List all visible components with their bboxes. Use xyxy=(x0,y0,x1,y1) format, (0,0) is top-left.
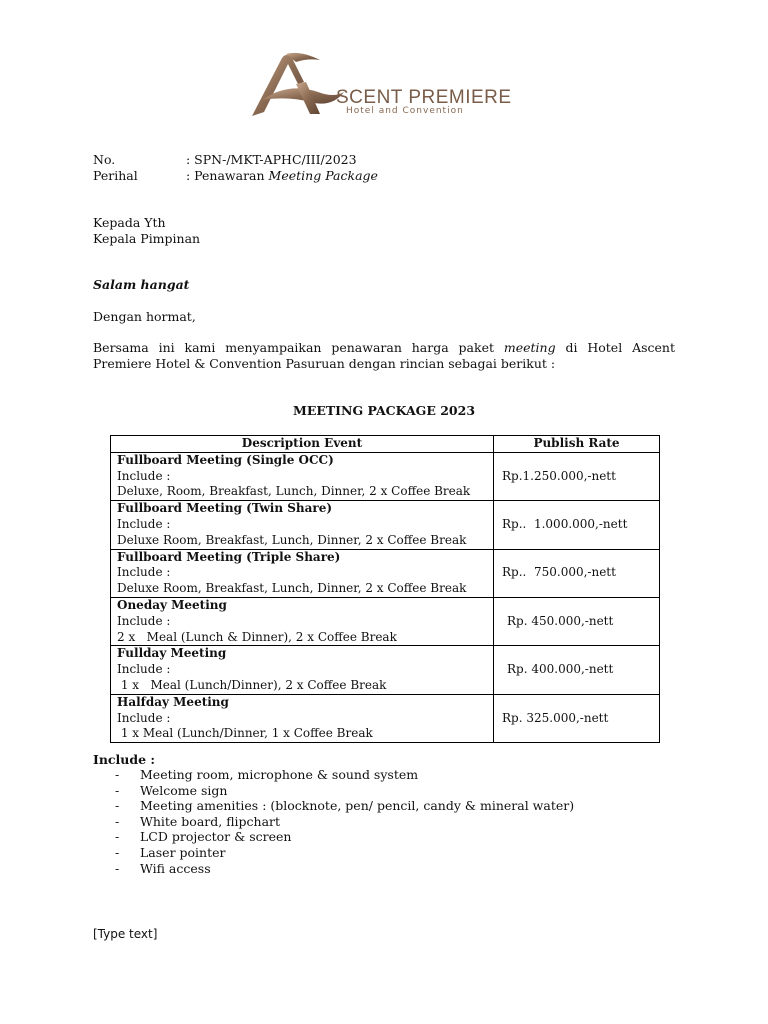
body-text-italic: meeting xyxy=(503,340,556,355)
include-detail: 1 x Meal (Lunch/Dinner, 1 x Coffee Break xyxy=(117,726,373,741)
description-cell xyxy=(111,694,494,742)
table-header-row xyxy=(111,436,660,453)
salutation: Dengan hormat, xyxy=(93,309,196,324)
includes-title: Include : xyxy=(93,752,156,767)
package-name-text: Halfday Meeting xyxy=(117,694,229,709)
rate-cell: Rp. 450.000,-nett xyxy=(494,597,660,645)
description-cell xyxy=(111,501,494,549)
include-label: Include : xyxy=(117,662,171,677)
list-item-text: Welcome sign xyxy=(140,782,228,798)
include-detail: Deluxe Room, Breakfast, Lunch, Dinner, 2 x Coffee Break xyxy=(117,532,467,547)
package-table xyxy=(110,435,660,743)
table-row xyxy=(111,646,660,694)
body-paragraph xyxy=(93,340,675,372)
package-name xyxy=(117,453,487,469)
description-cell xyxy=(111,452,494,500)
package-name xyxy=(117,501,487,517)
include-detail: Deluxe Room, Breakfast, Lunch, Dinner, 2 x Coffee Break xyxy=(117,581,467,596)
subject-prefix: : Penawaran xyxy=(186,168,269,183)
body-text-after: di Hotel Ascent Premiere Hotel & Convention Pasuruan dengan rincian sebagai berikut : xyxy=(93,340,675,371)
include-label: Include : xyxy=(117,710,171,725)
package-title: MEETING PACKAGE 2023 xyxy=(292,403,476,418)
list-item-text: Meeting amenities : (blocknote, pen/ pencil, candy & mineral water) xyxy=(140,798,575,814)
table-row xyxy=(111,501,660,549)
letter-number-value: : SPN-/MKT-APHC/III/2023 xyxy=(186,152,357,167)
package-name-text: Fullday Meeting xyxy=(117,646,227,661)
table-row xyxy=(111,597,660,645)
include-label: Include : xyxy=(117,468,171,483)
list-item-text: Laser pointer xyxy=(140,844,226,860)
list-item xyxy=(93,861,574,877)
include-label: Include : xyxy=(117,613,171,628)
svg-text:Hotel and Convention: Hotel and Convention xyxy=(346,106,464,116)
table-row xyxy=(111,452,660,500)
footer-placeholder: [Type text] xyxy=(93,927,158,941)
subject-label: Perihal xyxy=(93,168,138,183)
rate-cell: Rp.. 1.000.000,-nett xyxy=(494,501,660,549)
rate-cell: Rp. 400.000,-nett xyxy=(494,646,660,694)
include-detail: 2 x Meal (Lunch & Dinner), 2 x Coffee Break xyxy=(117,629,397,644)
list-item xyxy=(93,845,574,861)
bullet-dash: - xyxy=(115,860,120,876)
bullet-dash: - xyxy=(115,844,120,860)
logo-mark-icon xyxy=(248,52,538,118)
package-name xyxy=(117,550,487,566)
list-item-text: Meeting room, microphone & sound system xyxy=(140,767,419,782)
recipient-line-1: Kepada Yth xyxy=(93,215,166,230)
description-cell xyxy=(111,549,494,597)
bullet-dash: - xyxy=(115,767,120,782)
package-name-text: Fullboard Meeting xyxy=(117,452,242,467)
subject-value xyxy=(186,168,378,184)
list-item xyxy=(93,798,574,814)
svg-text:SCENT PREMIERE: SCENT PREMIERE xyxy=(336,87,512,108)
list-item xyxy=(93,814,574,830)
package-name xyxy=(117,695,487,711)
package-name-text: Fullboard Meeting xyxy=(117,549,242,564)
package-name-text: Fullboard Meeting xyxy=(117,501,242,516)
bullet-dash: - xyxy=(115,798,120,814)
letter-number-label: No. xyxy=(93,152,116,167)
package-name xyxy=(117,646,487,662)
bullet-dash: - xyxy=(115,813,120,829)
description-cell xyxy=(111,646,494,694)
header-publish-rate: Publish Rate xyxy=(494,436,660,453)
package-note: (Triple Share) xyxy=(241,549,341,564)
rate-cell: Rp. 325.000,-nett xyxy=(494,694,660,742)
list-item xyxy=(93,783,574,799)
list-item-text: White board, flipchart xyxy=(140,813,281,829)
include-detail: Deluxe, Room, Breakfast, Lunch, Dinner, 2 x Coffee Break xyxy=(117,484,471,499)
rate-cell: Rp.. 750.000,-nett xyxy=(494,549,660,597)
bullet-dash: - xyxy=(115,829,120,845)
include-label: Include : xyxy=(117,565,171,580)
package-name-text: Oneday Meeting xyxy=(117,597,227,612)
description-cell xyxy=(111,597,494,645)
greeting: Salam hangat xyxy=(93,277,190,292)
table-row xyxy=(111,549,660,597)
package-name xyxy=(117,598,487,614)
includes-list xyxy=(93,767,574,876)
table-row xyxy=(111,694,660,742)
list-item xyxy=(93,829,574,845)
recipient-line-2: Kepala Pimpinan xyxy=(93,231,201,246)
body-text-before: Bersama ini kami menyampaikan penawaran harga paket xyxy=(93,340,504,355)
list-item-text: LCD projector & screen xyxy=(140,829,292,845)
bullet-dash: - xyxy=(115,782,120,798)
list-item-text: Wifi access xyxy=(140,860,211,876)
package-note: (Twin Share) xyxy=(241,501,333,516)
include-label: Include : xyxy=(117,516,171,531)
include-detail: 1 x Meal (Lunch/Dinner), 2 x Coffee Break xyxy=(117,677,387,692)
package-note: (Single OCC) xyxy=(241,452,334,467)
subject-italic: Meeting Package xyxy=(268,168,378,183)
header-description: Description Event xyxy=(111,436,494,453)
rate-cell: Rp.1.250.000,-nett xyxy=(494,452,660,500)
list-item xyxy=(93,767,574,783)
ascent-premiere-logo xyxy=(248,52,538,118)
